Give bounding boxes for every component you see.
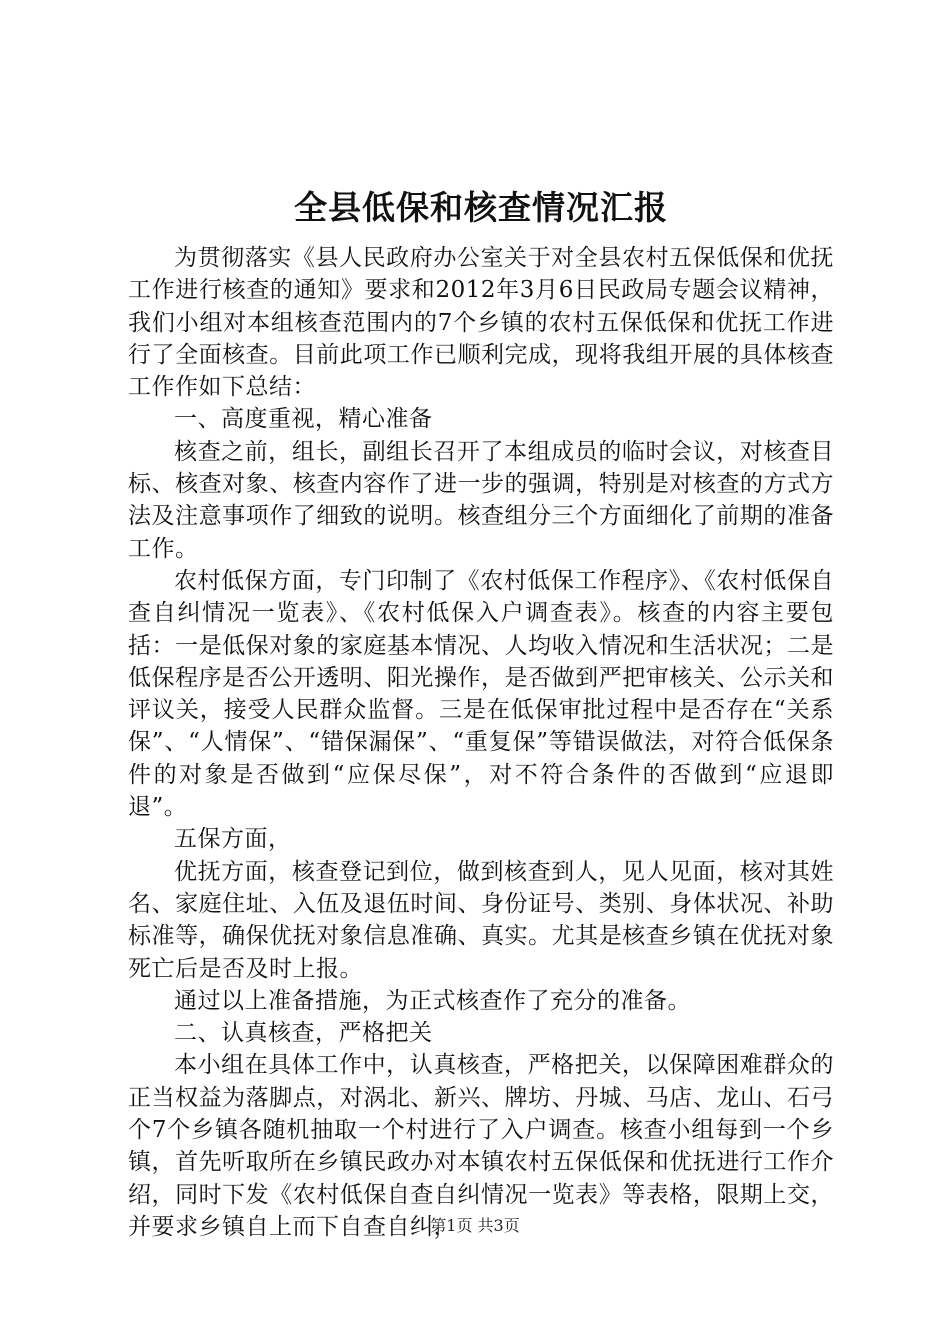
paragraph-youfu: 优抚方面，核查登记到位，做到核查到人，见人见面，核对其姓名、家庭住址、入伍及退伍时间、身份证号、类别、身体状况、补助标准等，确保优抚对象信息准确、真实。尤其是核查乡镇在优抚对象死亡后是否及时上报。 [128,858,834,982]
page-footer: 第1页 共3页 [430,1216,520,1235]
paragraph-preparation: 核查之前，组长，副组长召开了本组成员的临时会议，对核查目标、核查对象、核查内容作了进一步的强调，特别是对核查的方式方法及注意事项作了细致的说明。核查组分三个方面细化了前期的准备工作。 [128,438,834,562]
section-heading-2: 二、认真核查，严格把关 [174,1020,433,1047]
paragraph-summary: 通过以上准备措施，为正式核查作了充分的准备。 [174,987,691,1014]
paragraph-wubao: 五保方面， [174,826,292,853]
paragraph-dibao: 农村低保方面，专门印制了《农村低保工作程序》、《农村低保自查自纠情况一览表》、《农村低保入户调查表》。核查的内容主要包括：一是低保对象的家庭基本情况、人均收入情况和生活状况；二是低保程序是否公开透明、阳光操作，是否做到严把审核关、公示关和评议关，接受人民群众监督。三是在低保审批过程中是否存在“关系保”、“人情保”、“错保漏保”、“重复保”等错误做法，对符合低保条件的对象是否做到“应保尽保”，对不符合条件的否做到“应退即退”。 [128,567,834,821]
document-page [128,180,834,1243]
section-heading-1: 一、高度重视，精心准备 [174,406,433,433]
document-title: 全县低保和核查情况汇报 [294,188,668,227]
paragraph-intro: 为贯彻落实《县人民政府办公室关于对全县农村五保低保和优抚工作进行核查的通知》要求和2012年3月6日民政局专题会议精神，我们小组对本组核查范围内的7个乡镇的农村五保低保和优抚工作进行了全面核查。目前此项工作已顺利完成，现将我组开展的具体核查工作作如下总结： [128,245,834,401]
paragraph-inspection: 本小组在具体工作中，认真核查，严格把关，以保障困难群众的正当权益为落脚点，对涡北、新兴、牌坊、丹城、马店、龙山、石弓个7个乡镇各随机抽取一个村进行了入户调查。核查小组每到一个乡镇，首先听取所在乡镇民政办对本镇农村五保低保和优抚进行工作介绍，同时下发《农村低保自查自纠情况一览表》等表格，限期上交，并要求乡镇自上而下自查自纠， [128,1052,834,1240]
